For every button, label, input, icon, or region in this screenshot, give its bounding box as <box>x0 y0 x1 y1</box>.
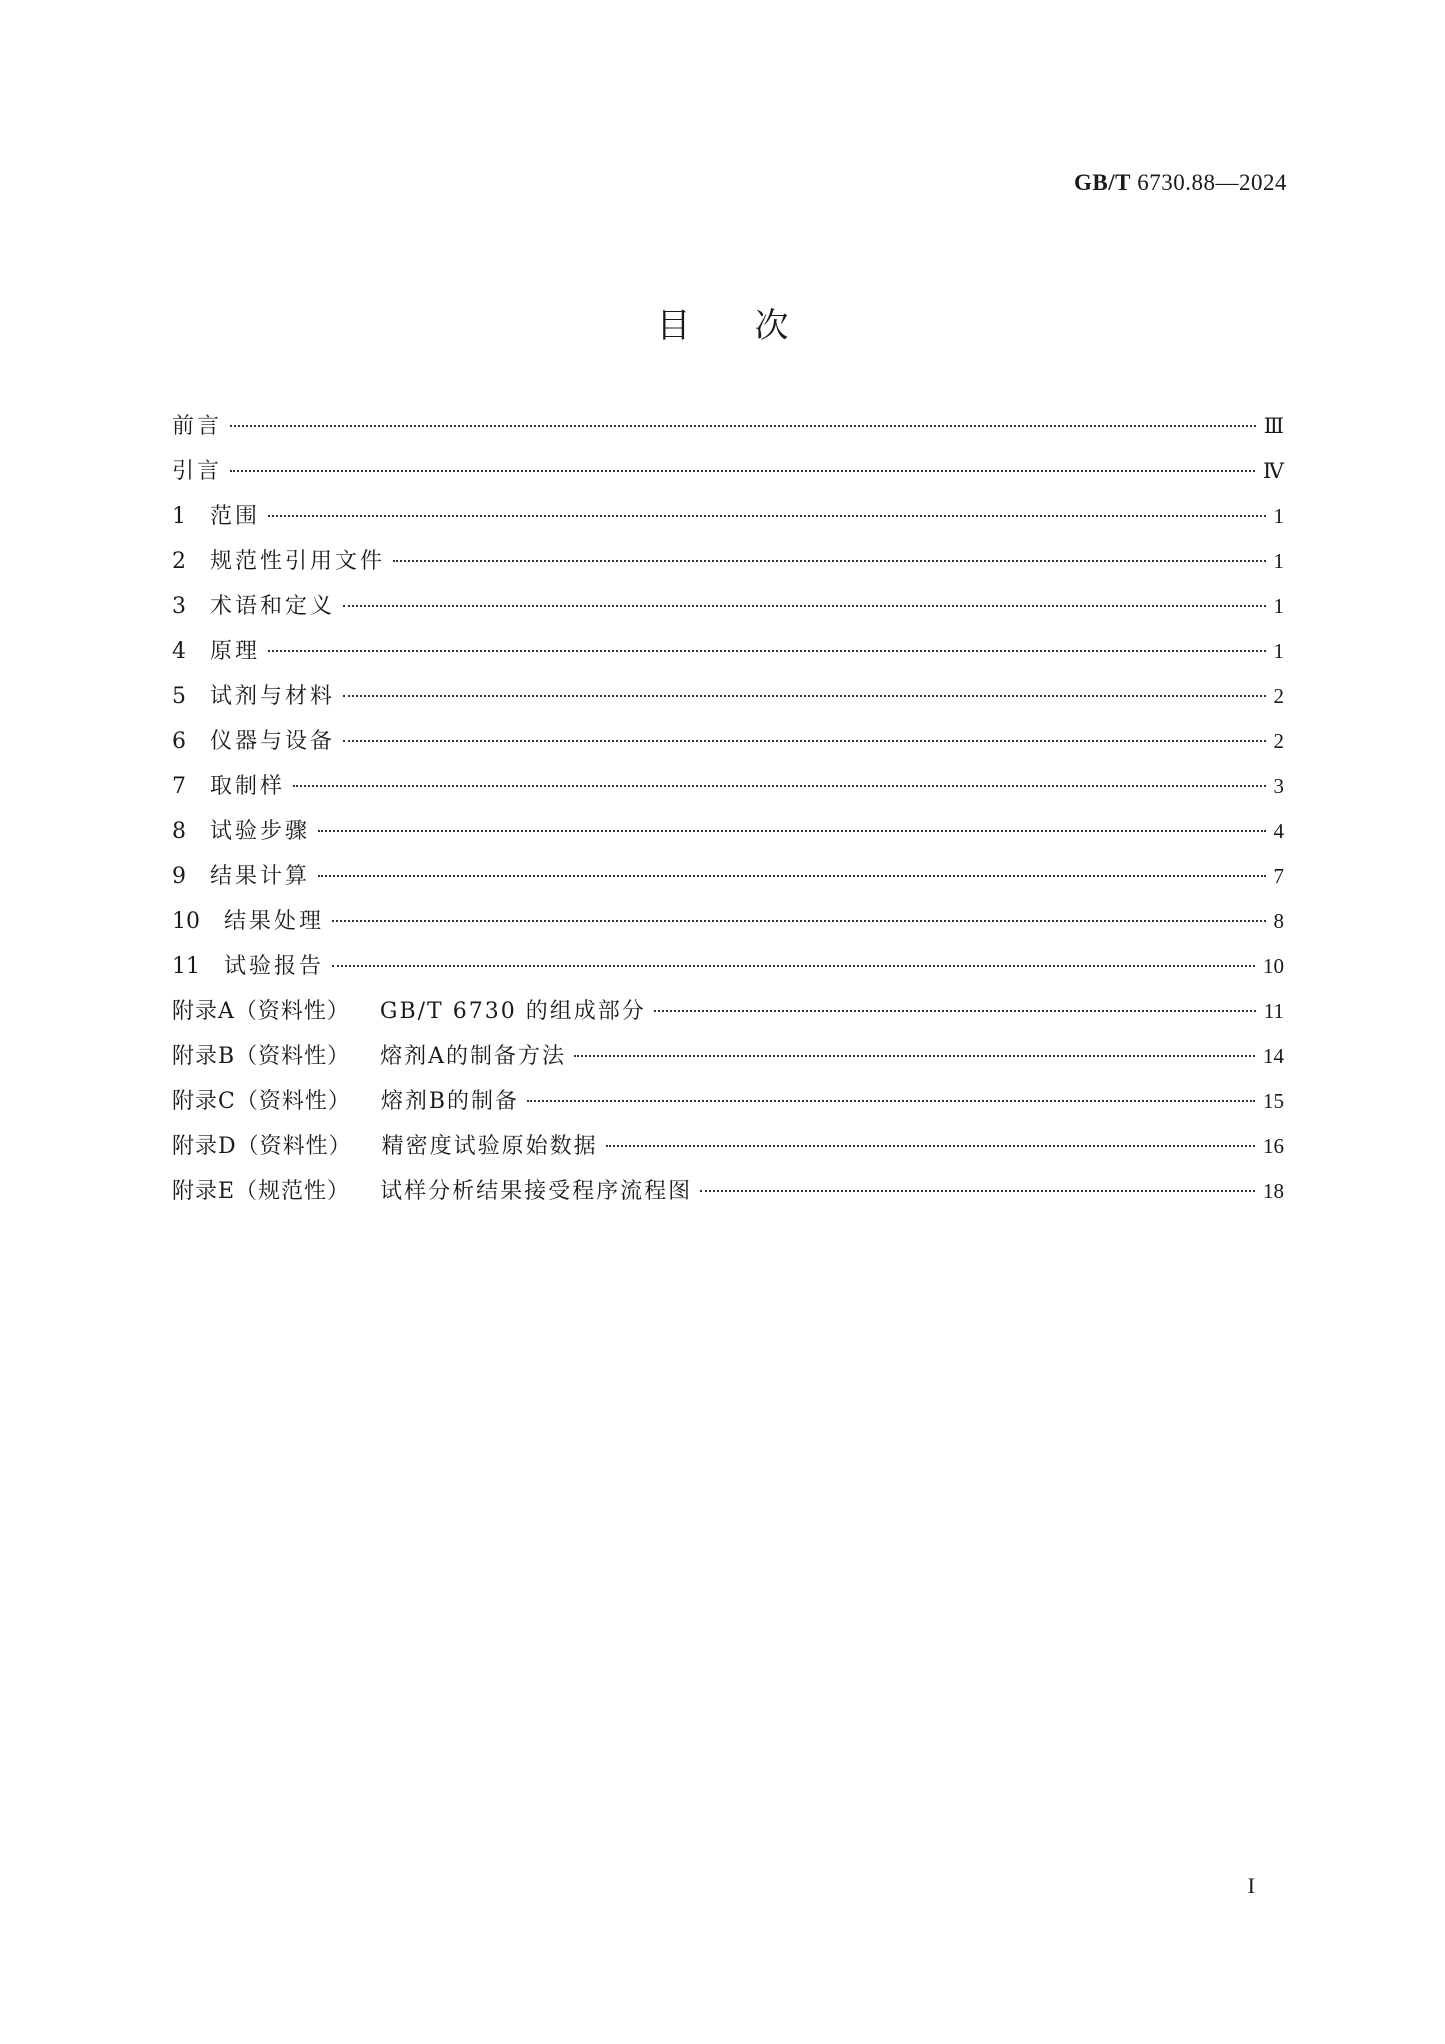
dot-leader <box>527 1100 1255 1102</box>
toc-entry-scope[interactable] <box>172 499 1284 544</box>
toc-entry-introduction[interactable] <box>172 454 1284 499</box>
toc-entry-page: 11 <box>1263 999 1284 1023</box>
annex-title: 试样分析结果接受程序流程图 <box>380 1179 693 1204</box>
toc-entry-label: 前言 <box>172 414 223 439</box>
toc-entry-reagents[interactable] <box>172 679 1284 724</box>
dot-leader <box>293 785 1265 787</box>
toc-entry-number: 4 <box>172 639 186 664</box>
annex-designation: 附录B（资料性） <box>172 1044 351 1069</box>
toc-entry-apparatus[interactable] <box>172 724 1284 769</box>
toc-entry-page: 1 <box>1273 639 1284 663</box>
dot-leader <box>268 515 1265 517</box>
toc-entry-label: 试验报告 <box>224 954 325 979</box>
toc-entry-label: 试验步骤 <box>210 819 311 844</box>
toc-entry-annex-d[interactable] <box>172 1129 1284 1174</box>
toc-entry-number: 6 <box>172 729 186 754</box>
toc-entry-page: 1 <box>1273 504 1284 528</box>
toc-entry-number: 10 <box>172 909 200 934</box>
toc-entry-number: 1 <box>172 504 186 529</box>
toc-entry-annex-a[interactable] <box>172 994 1284 1039</box>
dot-leader <box>574 1055 1255 1057</box>
toc-entry-label: 原理 <box>210 639 261 664</box>
toc-entry-page: 10 <box>1263 954 1284 978</box>
dot-leader <box>343 695 1265 697</box>
dot-leader <box>268 650 1265 652</box>
dot-leader <box>654 1010 1256 1012</box>
annex-title: 熔剂B的制备 <box>380 1089 520 1114</box>
dot-leader <box>230 425 1256 427</box>
toc-entry-label: 试剂与材料 <box>210 684 336 709</box>
dot-leader <box>343 605 1265 607</box>
page-number: I <box>1247 1873 1255 1898</box>
toc-entry-label: 结果计算 <box>210 864 311 889</box>
toc-entry-annex-e[interactable] <box>172 1174 1284 1219</box>
dot-leader <box>393 560 1265 562</box>
toc-entry-label: 术语和定义 <box>210 594 336 619</box>
annex-title: 熔剂A的制备方法 <box>380 1044 567 1069</box>
dot-leader <box>606 1145 1255 1147</box>
toc-entry-label: 仪器与设备 <box>210 729 336 754</box>
toc-entry-label: 结果处理 <box>224 909 325 934</box>
toc-entry-page: 4 <box>1273 819 1284 843</box>
toc-entry-procedure[interactable] <box>172 814 1284 859</box>
toc-entry-annex-c[interactable] <box>172 1084 1284 1129</box>
toc-entry-normative-references[interactable] <box>172 544 1284 589</box>
toc-entry-page: Ⅳ <box>1263 459 1284 483</box>
toc-entry-label: 引言 <box>172 459 223 484</box>
toc-entry-calculation[interactable] <box>172 859 1284 904</box>
dot-leader <box>230 470 1255 472</box>
toc-entry-page: 7 <box>1273 864 1284 888</box>
dot-leader <box>332 920 1265 922</box>
standard-number: 6730.88—2024 <box>1137 170 1287 195</box>
toc-entry-number: 5 <box>172 684 186 709</box>
toc-entry-page: 18 <box>1263 1179 1284 1203</box>
dot-leader <box>700 1190 1255 1192</box>
toc-entry-page: 2 <box>1273 729 1284 753</box>
toc-entry-page: 1 <box>1273 594 1284 618</box>
toc-entry-number: 7 <box>172 774 186 799</box>
toc-entry-principle[interactable] <box>172 634 1284 679</box>
toc-entry-label: 规范性引用文件 <box>210 549 386 574</box>
annex-designation: 附录C（资料性） <box>172 1089 351 1114</box>
toc-entry-annex-b[interactable] <box>172 1039 1284 1084</box>
annex-title: GB/T 6730 的组成部分 <box>379 999 646 1024</box>
dot-leader <box>332 965 1255 967</box>
toc-entry-page: Ⅲ <box>1263 414 1284 438</box>
annex-designation: 附录E（规范性） <box>172 1179 351 1204</box>
dot-leader <box>318 830 1265 832</box>
toc-entry-page: 3 <box>1273 774 1284 798</box>
toc-entry-number: 9 <box>172 864 186 889</box>
standard-code <box>1074 170 1287 196</box>
toc-entry-page: 14 <box>1263 1044 1284 1068</box>
toc-entry-number: 3 <box>172 594 186 619</box>
toc-entry-label: 取制样 <box>210 774 286 799</box>
annex-designation: 附录D（资料性） <box>172 1134 352 1159</box>
toc-entry-test-report[interactable] <box>172 949 1284 994</box>
standard-prefix: GB/T <box>1074 170 1131 195</box>
toc-entry-number: 11 <box>172 954 200 979</box>
toc-entry-label: 范围 <box>210 504 261 529</box>
toc-entry-page: 8 <box>1273 909 1284 933</box>
dot-leader <box>343 740 1265 742</box>
toc-entry-page: 2 <box>1273 684 1284 708</box>
toc-entry-number: 2 <box>172 549 186 574</box>
toc-entry-page: 15 <box>1263 1089 1284 1113</box>
page-title: 目次 <box>656 306 853 346</box>
toc-entry-terms[interactable] <box>172 589 1284 634</box>
annex-designation: 附录A（资料性） <box>172 999 350 1024</box>
toc-entry-number: 8 <box>172 819 186 844</box>
dot-leader <box>318 875 1265 877</box>
toc-entry-result-processing[interactable] <box>172 904 1284 949</box>
toc-entry-sampling[interactable] <box>172 769 1284 814</box>
toc-entry-page: 1 <box>1273 549 1284 573</box>
table-of-contents <box>172 409 1284 1219</box>
toc-entry-page: 16 <box>1263 1134 1284 1158</box>
toc-entry-foreword[interactable] <box>172 409 1284 454</box>
annex-title: 精密度试验原始数据 <box>381 1134 598 1159</box>
